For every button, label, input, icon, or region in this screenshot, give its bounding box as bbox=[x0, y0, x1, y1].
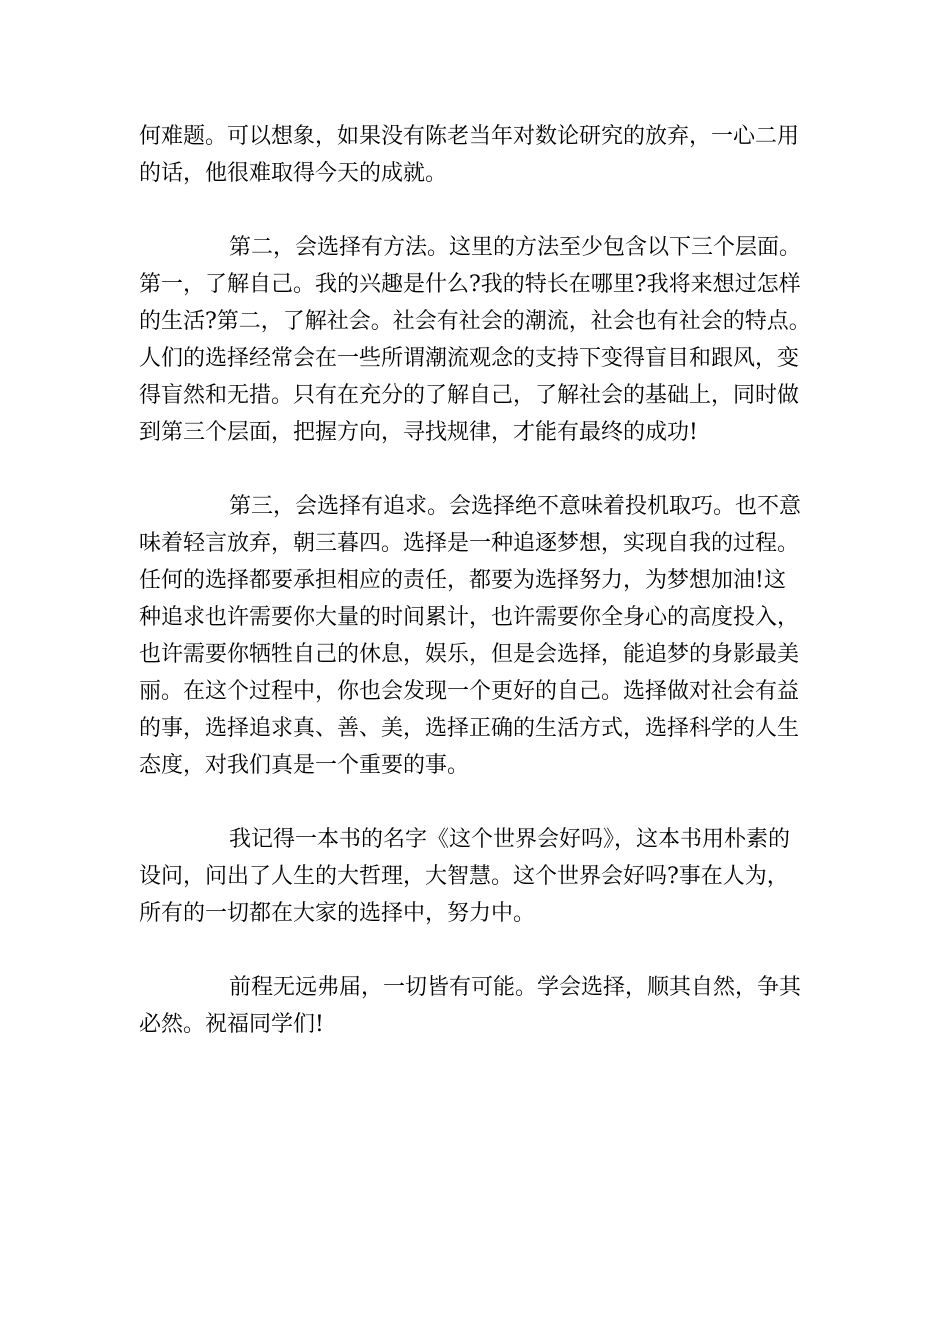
paragraph-5-line-2: 必然。祝福同学们! bbox=[139, 1012, 324, 1037]
paragraph-2-line-2: 第一，了解自己。我的兴趣是什么?我的特长在哪里?我将来想过怎样 bbox=[139, 272, 801, 297]
paragraph-2-line-6: 到第三个层面，把握方向，寻找规律，才能有最终的成功! bbox=[139, 420, 698, 445]
paragraph-3-line-6: 丽。在这个过程中，你也会发现一个更好的自己。选择做对社会有益 bbox=[139, 679, 800, 704]
paragraph-3-line-8: 态度，对我们真是一个重要的事。 bbox=[139, 753, 470, 778]
paragraph-3-line-4: 种追求也许需要你大量的时间累计，也许需要你全身心的高度投入， bbox=[139, 605, 800, 630]
paragraph-2-line-4: 人们的选择经常会在一些所谓潮流观念的支持下变得盲目和跟风，变 bbox=[139, 346, 800, 371]
paragraph-3-line-3: 任何的选择都要承担相应的责任，都要为选择努力，为梦想加油!这 bbox=[139, 568, 786, 593]
paragraph-2-line-1: 第二，会选择有方法。这里的方法至少包含以下三个层面。 bbox=[229, 235, 802, 260]
paragraph-2-line-5: 得盲然和无措。只有在充分的了解自己，了解社会的基础上，同时做 bbox=[139, 383, 800, 408]
paragraph-4-line-3: 所有的一切都在大家的选择中，努力中。 bbox=[139, 901, 536, 926]
paragraph-4-line-1: 我记得一本书的名字《这个世界会好吗》，这本书用朴素的 bbox=[229, 827, 791, 852]
paragraph-3-line-5: 也许需要你牺牲自己的休息，娱乐，但是会选择，能追梦的身影最美 bbox=[139, 642, 800, 667]
paragraph-5-line-1: 前程无远弗届，一切皆有可能。学会选择，顺其自然，争其 bbox=[229, 975, 802, 1000]
paragraph-3-line-1: 第三，会选择有追求。会选择绝不意味着投机取巧。也不意 bbox=[229, 494, 802, 519]
paragraph-4-line-2: 设问，问出了人生的大哲理，大智慧。这个世界会好吗?事在人为， bbox=[139, 864, 789, 889]
paragraph-3-line-7: 的事，选择追求真、善、美，选择正确的生活方式，选择科学的人生 bbox=[139, 716, 800, 741]
paragraph-1-line-1: 何难题。可以想象，如果没有陈老当年对数论研究的放弃，一心二用 bbox=[139, 124, 800, 149]
paragraph-2-line-3: 的生活?第二，了解社会。社会有社会的潮流，社会也有社会的特点。 bbox=[139, 309, 811, 334]
paragraph-3-line-2: 味着轻言放弃，朝三暮四。选择是一种追逐梦想，实现自我的过程。 bbox=[139, 531, 800, 556]
paragraph-1-line-2: 的话，他很难取得今天的成就。 bbox=[139, 161, 448, 186]
